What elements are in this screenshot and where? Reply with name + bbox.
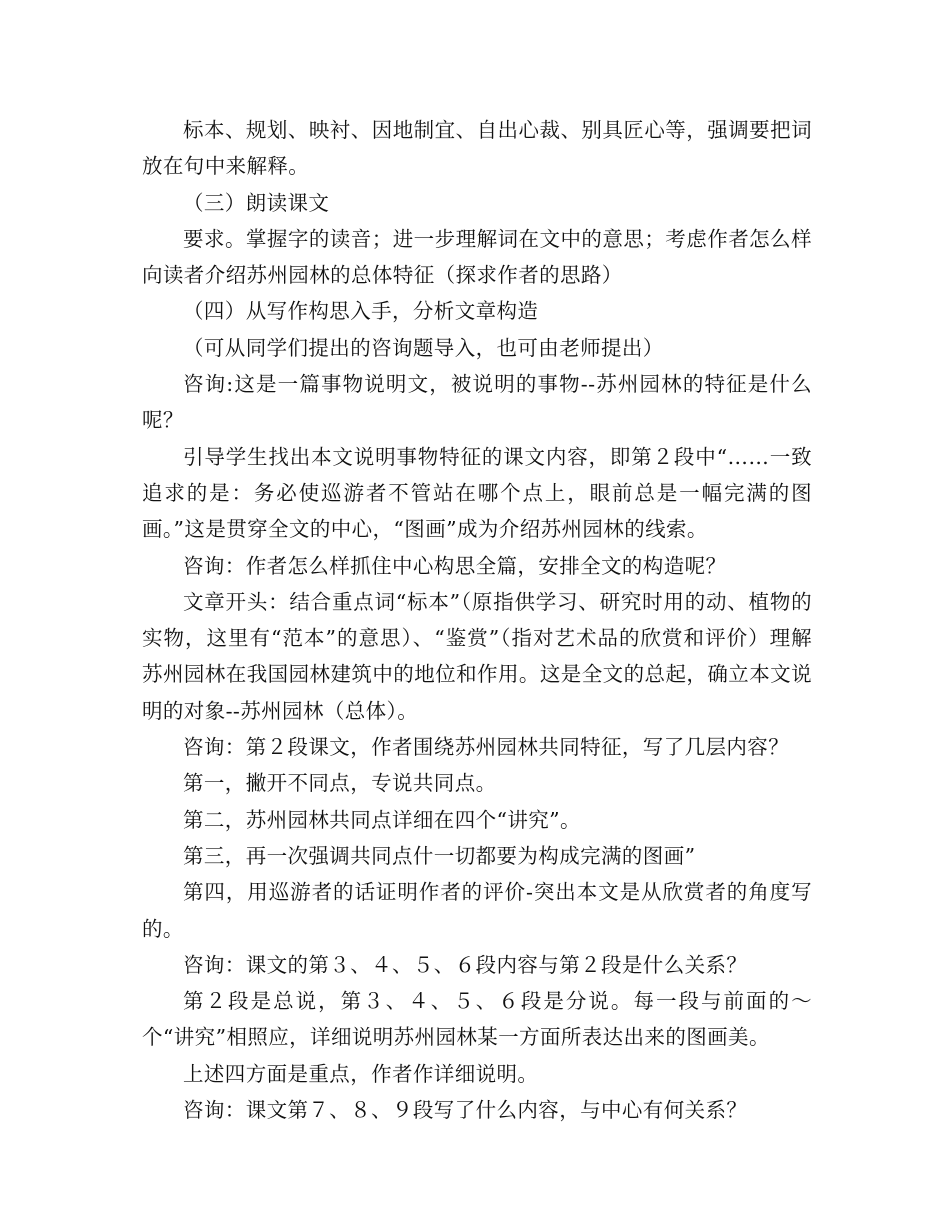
- paragraph-1: 标本、规划、映衬、因地制宜、自出心裁、别具匠心等，强调要把词放在句中来解释。: [142, 118, 812, 179]
- section-heading-4: （四）从写作构思入手，分析文章构造: [183, 299, 539, 324]
- point-3: 第三，再一次强调共同点什一切都要为构成完满的图画”: [183, 843, 696, 868]
- section-heading-3: （三）朗读课文: [183, 190, 330, 215]
- point-4: 第四，用巡游者的话证明作者的评价-突出本文是从欣赏者的角度写的。: [142, 880, 812, 941]
- question-5: 咨询：课文第７、８、９段写了什么内容，与中心有何关系？: [183, 1098, 748, 1123]
- question-3: 咨询：第２段课文，作者围绕苏州园林共同特征，写了几层内容？: [183, 735, 790, 760]
- paragraph-7: 上述四方面是重点，作者作详细说明。: [183, 1061, 539, 1086]
- question-4: 咨询：课文的第３、４、５、６段内容与第２段是什么关系？: [183, 952, 748, 977]
- point-2: 第二，苏州园林共同点详细在四个“讲究”。: [183, 807, 581, 832]
- question-2: 咨询：作者怎么样抓住中心构思全篇，安排全文的构造呢？: [183, 553, 727, 578]
- paragraph-3: （可从同学们提出的咨询题导入，也可由老师提出）: [183, 335, 664, 360]
- question-1: 咨询:这是一篇事物说明文，被说明的事物--苏州园林的特征是什么呢？: [142, 372, 812, 433]
- point-1: 第一，撇开不同点，专说共同点。: [183, 771, 497, 796]
- paragraph-2: 要求。掌握字的读音；进一步理解词在文中的意思；考虑作者怎么样向读者介绍苏州园林的总体特征（探求作者的思路）: [142, 226, 812, 288]
- paragraph-5: 文章开头：结合重点词“标本”（原指供学习、研究时用的动、植物的实物，这里有“范本”的意思）、“鉴赏”（指对艺术品的欣赏和评价）理解苏州园林在我国园林建筑中的地位和作用。这是全文的总起，确立本文说明的对象--苏州园林（总体）。: [142, 589, 812, 723]
- paragraph-4: 引导学生找出本文说明事物特征的课文内容，即第２段中“……一致追求的是：务必使巡游者不管站在哪个点上，眼前总是一幅完满的图画。”这是贯穿全文的中心，“图画”成为介绍苏州园林的线索。: [142, 444, 812, 542]
- document-body: [142, 112, 812, 1128]
- paragraph-6: 第２段是总说，第３、４、５、６段是分说。每一段与前面的～个“讲究”相照应，详细说明苏州园林某一方面所表达出来的图画美。: [142, 989, 812, 1050]
